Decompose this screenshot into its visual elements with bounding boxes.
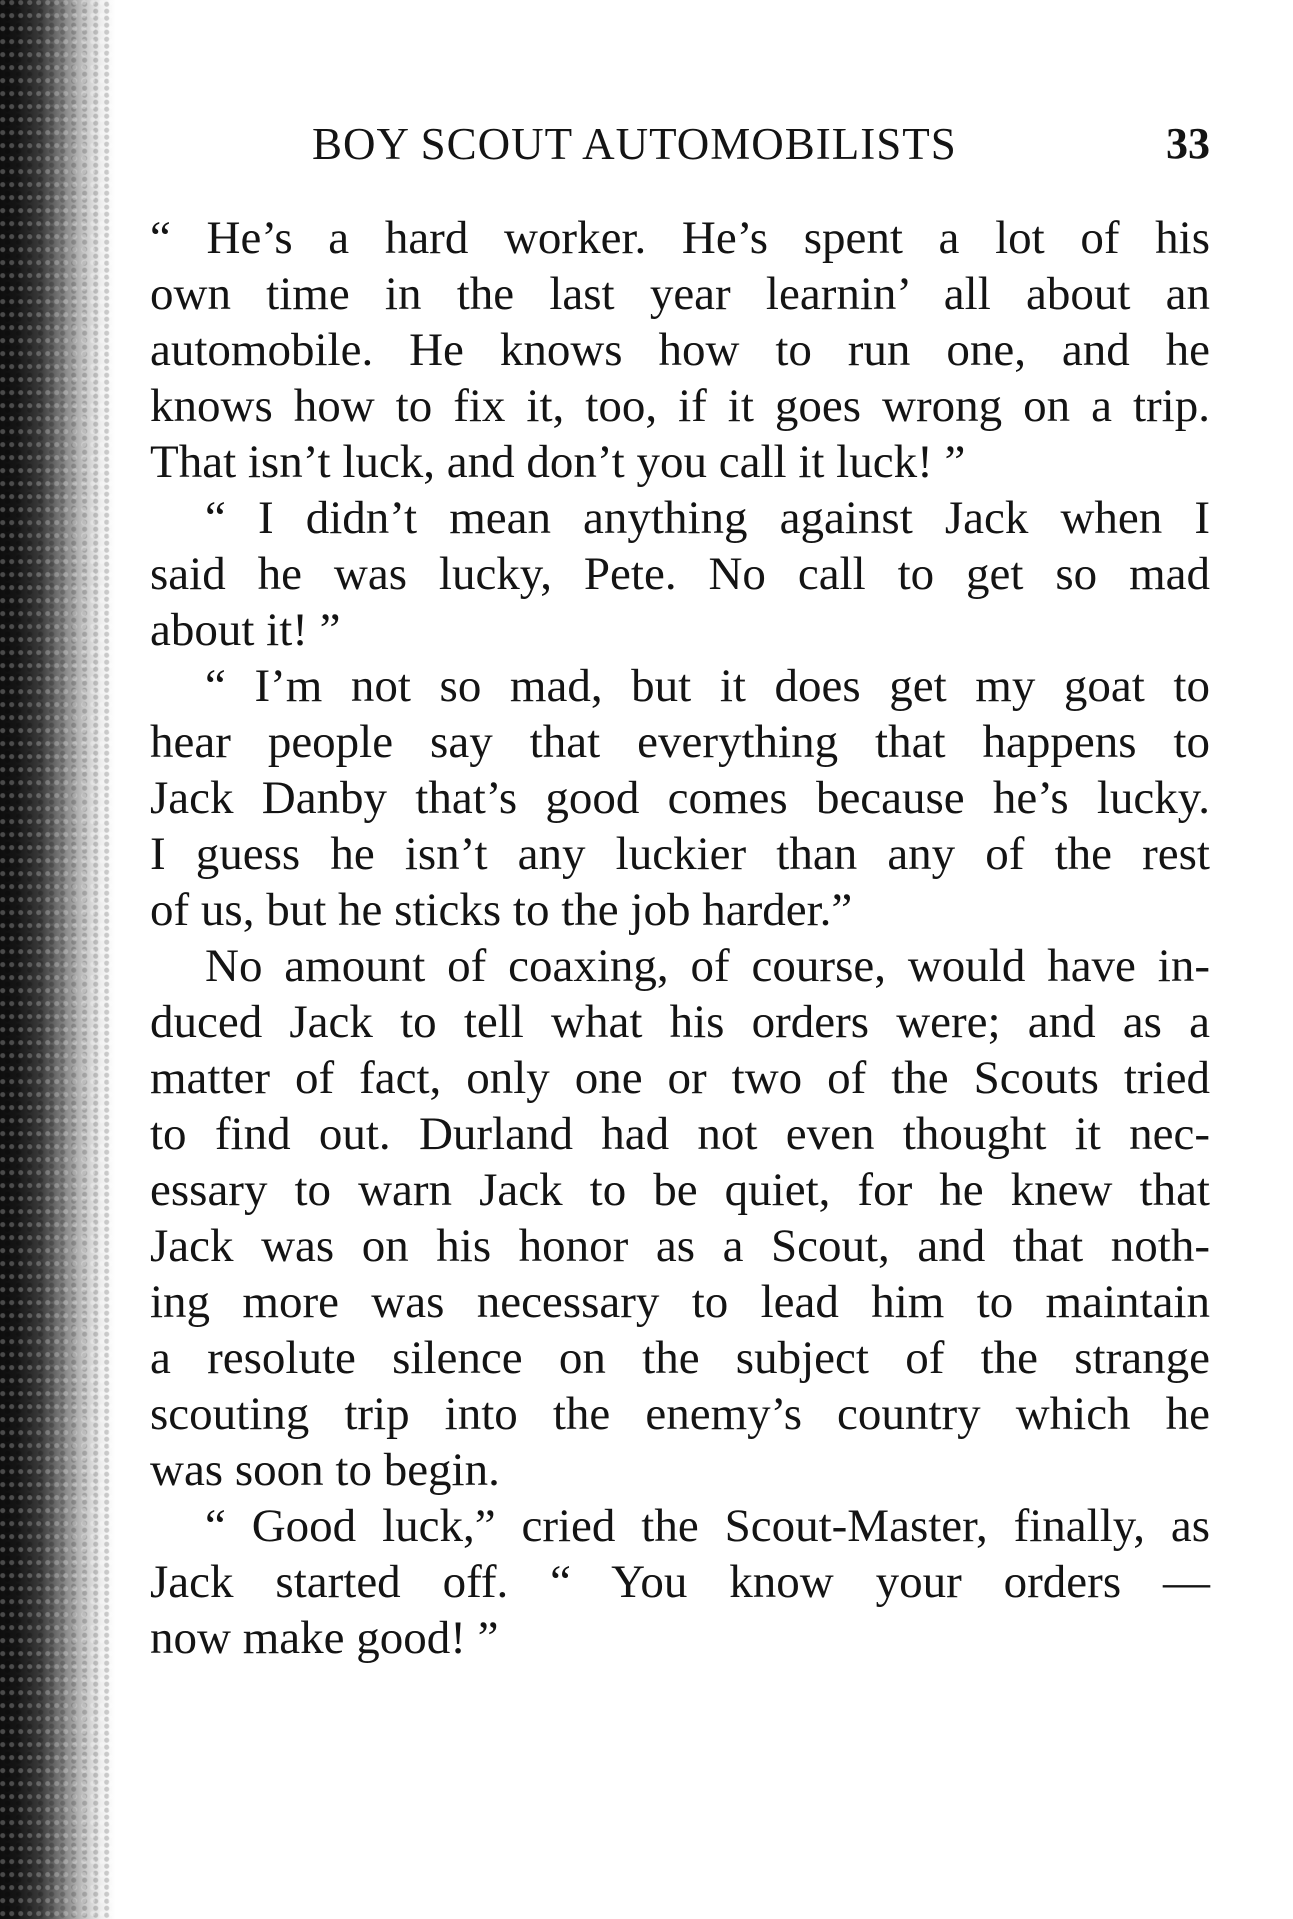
page-number: 33 — [1166, 119, 1210, 168]
binding-gutter-texture — [0, 0, 115, 1919]
text-line: matter of fact, only one or two of the Scouts tried — [150, 1052, 1210, 1104]
text-line: said he was lucky, Pete. No call to get so mad — [150, 548, 1210, 600]
text-line: No amount of coaxing, of course, would have in- — [205, 940, 1210, 992]
running-head-title: BOY SCOUT AUTOMOBILISTS — [312, 119, 957, 169]
text-line: now make good! ” — [150, 1612, 499, 1664]
text-line: Jack was on his honor as a Scout, and that noth- — [150, 1220, 1210, 1272]
text-line: Jack Danby that’s good comes because he’s lucky. — [150, 772, 1210, 824]
text-line: own time in the last year learnin’ all about an — [150, 268, 1210, 320]
running-head — [150, 118, 1210, 178]
text-line: hear people say that everything that happens to — [150, 716, 1210, 768]
text-line: to find out. Durland had not even thought it nec- — [150, 1108, 1210, 1160]
text-line: That isn’t luck, and don’t you call it luck! ” — [150, 436, 966, 488]
body-text — [150, 210, 1210, 1666]
text-line: ing more was necessary to lead him to maintain — [150, 1276, 1210, 1328]
text-line: essary to warn Jack to be quiet, for he knew that — [150, 1164, 1210, 1216]
text-line: about it! ” — [150, 604, 341, 656]
text-line: “ Good luck,” cried the Scout-Master, finally, as — [205, 1500, 1210, 1552]
text-line: I guess he isn’t any luckier than any of the rest — [150, 828, 1210, 880]
text-line: “ He’s a hard worker. He’s spent a lot of his — [150, 212, 1210, 264]
text-line: knows how to fix it, too, if it goes wrong on a trip. — [150, 380, 1210, 432]
text-line: duced Jack to tell what his orders were; and as a — [150, 996, 1210, 1048]
text-line: automobile. He knows how to run one, and he — [150, 324, 1210, 376]
text-line: Jack started off. “ You know your orders — — [150, 1556, 1210, 1608]
text-line: “ I didn’t mean anything against Jack when I — [205, 492, 1210, 544]
text-line: scouting trip into the enemy’s country which he — [150, 1388, 1210, 1440]
text-line: was soon to begin. — [150, 1444, 500, 1496]
text-line: a resolute silence on the subject of the strange — [150, 1332, 1210, 1384]
text-line: of us, but he sticks to the job harder.” — [150, 884, 853, 936]
text-line: “ I’m not so mad, but it does get my goat to — [205, 660, 1210, 712]
